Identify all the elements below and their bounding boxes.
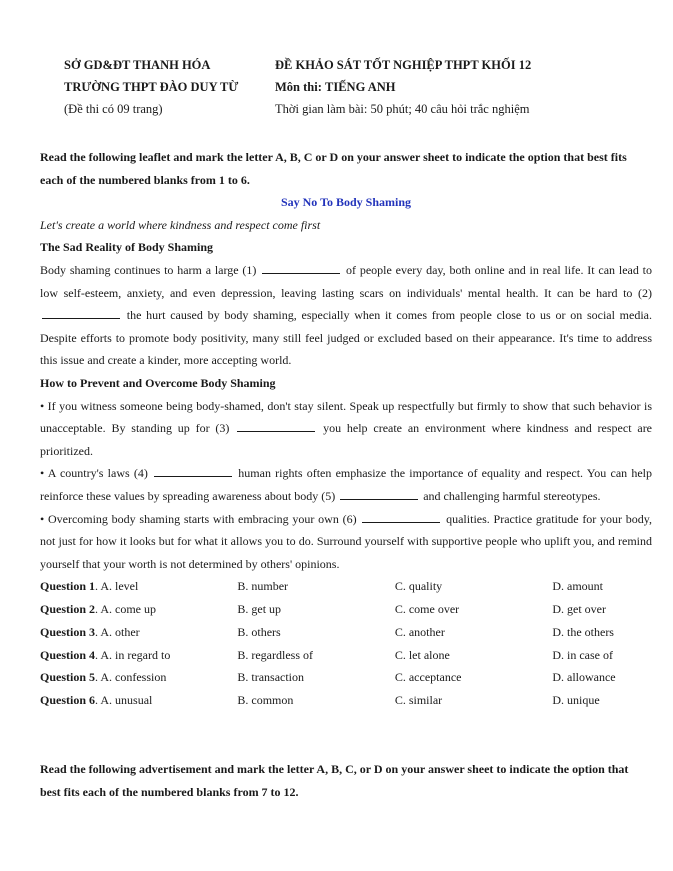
option-b: B. transaction (237, 670, 305, 685)
option-c: C. let alone (394, 647, 450, 662)
bullet1-text-a: • If you witness someone being body-shamed, don't stay silent. Speak up respectfully but firmly to show that such behavior is unacceptable. By standing up for (3) (40, 398, 652, 436)
option-b: B. number (237, 579, 289, 594)
option-a: A. come up (100, 602, 157, 617)
page-count: (Đề thi có 09 trang) (64, 102, 163, 116)
option-b: B. common (237, 693, 294, 708)
paragraph-1 (40, 259, 652, 372)
para1-text-c: the hurt caused by body shaming, especially when it comes from people close to us or on social media. Despite efforts to promote body positivity, many still feel judged or excluded based on their appearance. It's time to address this issue and create a kinder, more accepting world. (40, 308, 653, 368)
question-label: Question 3 (40, 624, 96, 639)
question-label: Question 5 (40, 670, 96, 685)
question-label: Question 6 (40, 693, 96, 708)
bullet2-text-a: • A country's laws (4) (40, 466, 148, 481)
para1-text-a: Body shaming continues to harm a large (1) (40, 262, 257, 277)
subject-label: Môn thi: (275, 80, 322, 94)
option-d: D. unique (552, 693, 600, 708)
section1-instruction: Read the following leaflet and mark the letter A, B, C or D on your answer sheet to indicate the option that best fits each of the numbered blanks from 1 to 6. (40, 150, 627, 187)
bullet-1 (40, 395, 652, 463)
question-row: Question 6. A. unusual B. common C. similar D. unique (40, 689, 652, 712)
header-right (275, 54, 655, 120)
bullet1-text-b: you help create an environment where kindness and respect are prioritized. (40, 421, 653, 458)
option-a: A. unusual (100, 693, 153, 708)
leaflet-tagline: Let's create a world where kindness and respect come first (40, 217, 321, 232)
section-leaflet (40, 146, 652, 712)
blank-5 (340, 489, 418, 500)
option-d: D. in case of (552, 647, 613, 662)
exam-title: ĐỀ KHẢO SÁT TỐT NGHIỆP THPT KHỐI 12 (275, 58, 532, 72)
bullet3-text-a: • Overcoming body shaming starts with embracing your own (6) (40, 511, 357, 526)
option-d: D. allowance (552, 670, 616, 685)
department-name: SỞ GD&ĐT THANH HÓA (64, 58, 211, 72)
blank-2 (42, 308, 120, 319)
option-a: A. in regard to (100, 647, 171, 662)
blank-1 (262, 263, 340, 274)
bullet2-text-b: human rights often emphasize the importance of equality and respect. You can help reinforce these values by spreading awareness about body (5) (40, 466, 653, 503)
heading-prevent: How to Prevent and Overcome Body Shaming (40, 375, 276, 390)
subject-name: TIẾNG ANH (325, 80, 396, 94)
heading-sad-reality: The Sad Reality of Body Shaming (40, 240, 214, 255)
question-label: Question 1 (40, 579, 96, 594)
option-a: A. other (100, 624, 140, 639)
option-a: A. confession (100, 670, 167, 685)
section-advertisement (40, 758, 652, 803)
option-c: C. quality (394, 579, 443, 594)
question-row: Question 1. A. level B. number C. quality D. amount (40, 575, 652, 598)
bullet2-text-c: and challenging harmful stereotypes. (423, 488, 601, 503)
blank-4 (154, 466, 232, 477)
time-info: Thời gian làm bài: 50 phút; 40 câu hỏi trắc nghiệm (275, 102, 530, 116)
option-b: B. others (237, 624, 281, 639)
blank-6 (362, 512, 440, 523)
option-b: B. regardless of (237, 647, 314, 662)
school-name: TRƯỜNG THPT ĐÀO DUY TỪ (64, 80, 239, 94)
option-d: D. the others (552, 624, 614, 639)
subject-line (275, 76, 655, 98)
option-c: C. another (394, 624, 445, 639)
bullet-3 (40, 508, 652, 576)
option-c: C. acceptance (394, 670, 462, 685)
section2-instruction: Read the following advertisement and mark the letter A, B, C, or D on your answer sheet to indicate the option that best fits each of the numbered blanks from 7 to 12. (40, 762, 629, 799)
leaflet-title: Say No To Body Shaming (280, 195, 412, 210)
question-list (40, 575, 652, 712)
para1-text-b: of people every day, both online and in real life. It can lead to low self-esteem, anxiety, and even depression, leaving lasting scars on individuals' mental health. It can be hard to (2) (40, 262, 652, 300)
option-b: B. get up (237, 602, 282, 617)
bullet-2 (40, 462, 652, 507)
option-c: C. similar (394, 693, 443, 708)
question-label: Question 4 (40, 647, 96, 662)
option-d: D. get over (552, 602, 606, 617)
header-left (64, 54, 264, 120)
question-row: Question 2. A. come up B. get up C. come over D. get over (40, 598, 652, 621)
question-label: Question 2 (40, 602, 96, 617)
question-row: Question 5. A. confession B. transaction C. acceptance D. allowance (40, 666, 652, 689)
question-row: Question 4. A. in regard to B. regardless of C. let alone D. in case of (40, 644, 652, 667)
question-row: Question 3. A. other B. others C. another D. the others (40, 621, 652, 644)
bullet3-text-b: qualities. Practice gratitude for your body, not just for how it looks but for what it allows you to do. Surround yourself with supportive people who uplift you, and remind yourself that your worth is not determined by others' opinions. (40, 511, 653, 571)
blank-3 (237, 421, 315, 432)
option-c: C. come over (394, 602, 460, 617)
option-d: D. amount (552, 579, 603, 594)
option-a: A. level (100, 579, 139, 594)
